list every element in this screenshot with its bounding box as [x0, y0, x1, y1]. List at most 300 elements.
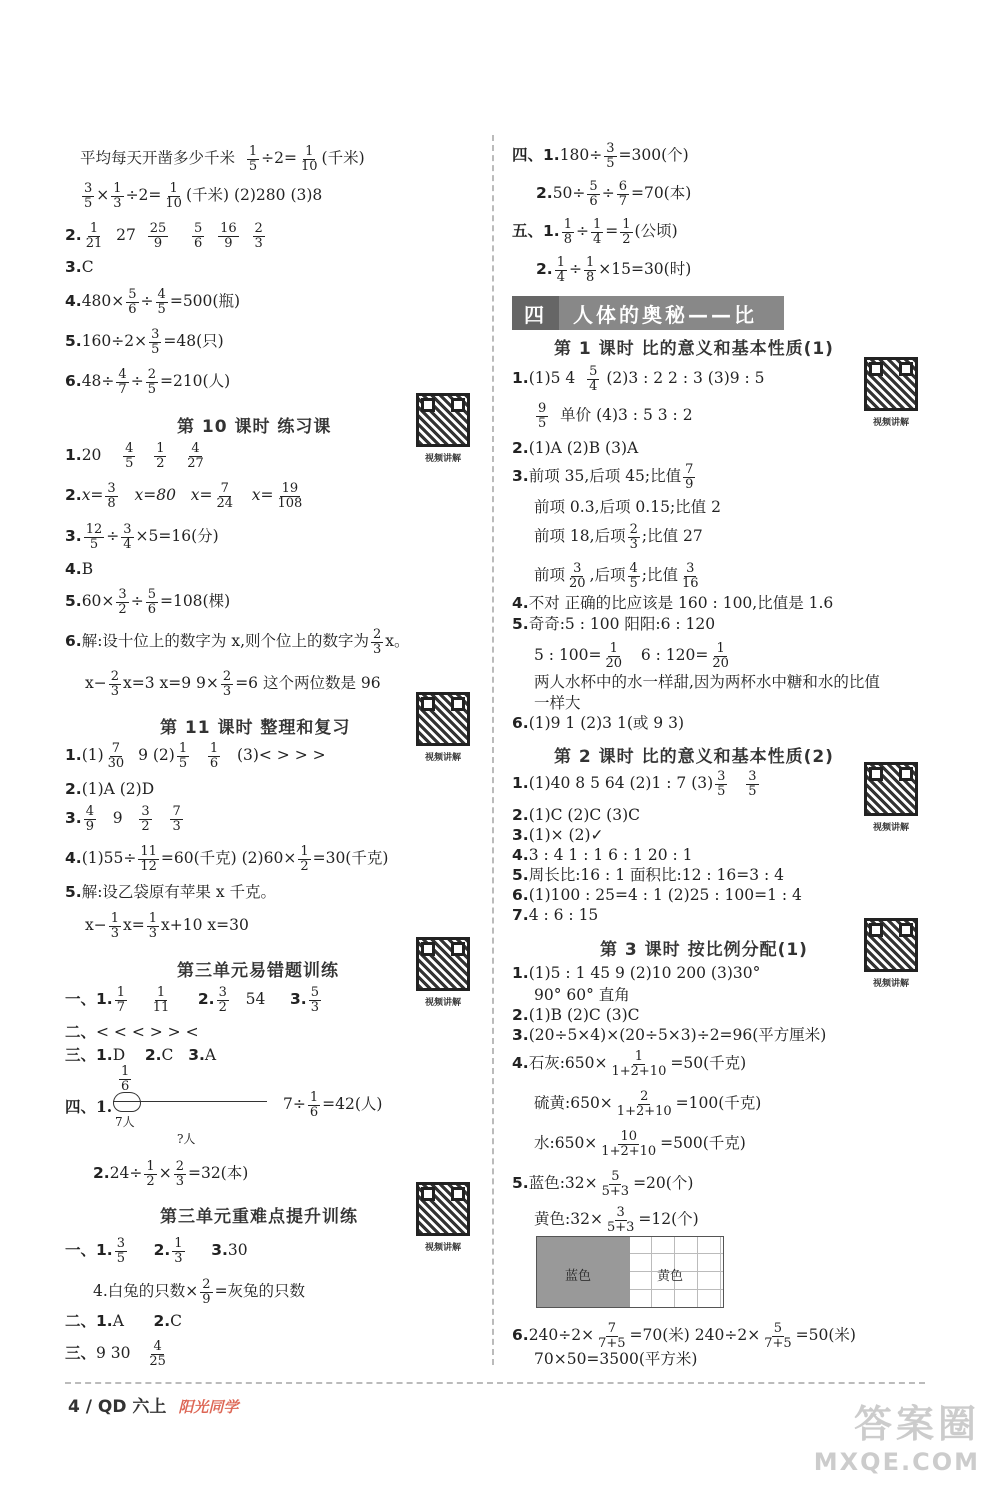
denominator: 8 — [563, 231, 572, 247]
fraction — [148, 222, 169, 250]
answer-line: 5.蓝色:32× $\frac{5}{5+3}$ =20(个) — [512, 1169, 694, 1199]
denominator: 7 — [618, 193, 627, 209]
numerator: 4 — [118, 367, 127, 382]
fraction — [217, 986, 229, 1014]
fraction — [82, 182, 94, 210]
fraction — [628, 523, 640, 551]
numerator: 1 — [716, 641, 725, 656]
numerator: 3 — [141, 804, 150, 819]
answer-line: 4.白兔的只数× $\frac{2}{9}$ =灰兔的只数 — [93, 1277, 306, 1307]
numerator: 10 — [620, 1129, 637, 1144]
numerator: 3 — [606, 141, 615, 156]
fraction — [605, 1206, 636, 1234]
answer-line: 2. $\frac{1}{21}$ 27 $\frac{25}{9}$ $\frac{5}{6}$ $\frac{16}{9}$ $\frac{2}{3}$ — [65, 221, 263, 251]
fraction — [615, 1090, 674, 1118]
answer-line: 1.(1) $\frac{7}{30}$ 9 (2) $\frac{1}{5}$ $\frac{1}{6}$ (3)< > > > — [65, 741, 326, 771]
lesson-heading: 第 3 课时 按比例分配(1) — [600, 940, 808, 960]
qr-label: 视频讲解 — [872, 979, 909, 989]
denominator: 9 — [153, 235, 163, 251]
answer-line: 5 : 100= $\frac{1}{20}$ 6 : 120= $\frac{1}{20}$ — [534, 641, 729, 671]
denominator: 5 — [84, 195, 93, 211]
watermark-url: MXQE.COM — [813, 1448, 980, 1476]
numerator: 1 — [305, 144, 314, 159]
fraction — [221, 670, 233, 698]
denominator: 108 — [277, 495, 303, 511]
numerator: 3 — [84, 181, 93, 196]
qr-label: 视频讲解 — [872, 823, 909, 833]
denominator: 2 — [118, 601, 127, 617]
numerator: 3 — [573, 561, 582, 576]
answer-line: 2.50÷ $\frac{5}{6}$ ÷ $\frac{6}{7}$ =70(本) — [536, 179, 692, 209]
answer-line: 三、9 30 $\frac{4}{25}$ — [65, 1339, 166, 1369]
fraction — [172, 1237, 184, 1265]
denominator: 3 — [110, 683, 120, 699]
fraction — [151, 986, 172, 1014]
answer-line: 4.480× $\frac{5}{6}$ ÷ $\frac{4}{5}$ =500(瓶) — [65, 287, 240, 317]
fraction — [555, 256, 567, 284]
numerator: 4 — [85, 804, 94, 819]
fraction — [115, 986, 127, 1014]
fraction — [208, 742, 220, 770]
fraction — [762, 1322, 793, 1350]
qr-code-icon[interactable] — [416, 692, 470, 746]
fraction — [218, 222, 239, 250]
fraction — [609, 1050, 668, 1078]
denominator: 3 — [310, 999, 319, 1015]
denominator: 25 — [149, 1353, 166, 1369]
fraction — [604, 142, 616, 170]
line-segment-diagram: 四、1. $\frac{1}{6}$ 7人 ?人 7÷ $\frac{1}{6}$ =42(人) — [65, 1064, 383, 1146]
answer-line: 6.48÷ $\frac{4}{7}$ ÷ $\frac{2}{5}$ =210(人) — [65, 367, 231, 397]
answer-line: 7÷ $\frac{1}{6}$ =42(人) — [283, 1090, 383, 1120]
total-label: ?人 — [177, 1132, 196, 1146]
numerator: 3 — [118, 587, 127, 602]
numerator: 2 — [110, 669, 120, 684]
qr-code-icon[interactable] — [864, 357, 918, 411]
answer-line: 水:650× $\frac{10}{1+2+10}$ =500(千克) — [534, 1129, 746, 1159]
denominator: 21 — [85, 235, 103, 251]
answer-line: 90° 60° 直角 — [534, 986, 630, 1004]
numerator: 4 — [125, 441, 134, 456]
numerator: 6 — [618, 179, 627, 194]
answer-line: 二、< < < > > < — [65, 1023, 199, 1041]
fraction — [109, 670, 121, 698]
numerator: 3 — [218, 985, 227, 1000]
separator: / — [85, 1397, 92, 1417]
numerator: 2 — [147, 367, 156, 382]
fraction — [587, 180, 599, 208]
numerator: 9 — [538, 401, 547, 416]
fraction — [174, 1160, 186, 1188]
answer-line: 5.60× $\frac{3}{2}$ ÷ $\frac{5}{6}$ =108(棵) — [65, 587, 231, 617]
fraction — [119, 1065, 131, 1093]
answer-line: 2.x= $\frac{3}{8}$ x=80 x= $\frac{7}{24}$ x= $\frac{19}{108}$ — [65, 481, 303, 511]
unit-title: 人体的奥秘——比 — [573, 302, 757, 327]
answer-line: 6.(1)100 : 25=4 : 1 (2)25 : 100=1 : 4 — [512, 886, 802, 904]
fraction — [116, 588, 128, 616]
qr-label: 视频讲解 — [424, 1243, 461, 1253]
numerator: 4 — [629, 561, 638, 576]
numerator: 1 — [156, 985, 166, 1000]
numerator: 1 — [89, 221, 99, 236]
denominator: 24 — [216, 495, 233, 511]
fraction — [149, 328, 161, 356]
color-grid-diagram — [536, 1236, 724, 1308]
denominator: 9 — [685, 476, 694, 492]
denominator: 3 — [254, 235, 263, 251]
denominator: 5+3 — [606, 1219, 635, 1235]
denominator: 2 — [622, 231, 631, 247]
numerator: 16 — [220, 221, 237, 236]
denominator: 5 — [538, 415, 547, 431]
denominator: 30 — [107, 755, 125, 771]
fraction — [170, 805, 182, 833]
numerator: 2 — [254, 221, 263, 236]
numerator: 1 — [622, 217, 631, 232]
fraction — [276, 482, 305, 510]
answer-line: 黄色:32× $\frac{3}{5+3}$ =12(个) — [534, 1205, 699, 1235]
answer-line: 平均每天开凿多少千米 $\frac{1}{5}$ ÷2= $\frac{1}{10}$ (千米) — [80, 144, 365, 174]
answer-line: 6.240÷2× $\frac{7}{7+5}$ =70(米) 240÷2× $\frac{5}{7+5}$ =50(米) — [512, 1321, 856, 1351]
answer-line: 1.(1)5 : 1 45 9 (2)10 200 (3)30° — [512, 964, 761, 982]
numerator: 4 — [157, 287, 166, 302]
numerator: 11 — [140, 844, 157, 859]
numerator: 19 — [281, 481, 299, 496]
numerator: 2 — [175, 1159, 184, 1174]
denominator: 27 — [187, 455, 204, 471]
qr-label: 视频讲解 — [424, 998, 461, 1008]
denominator: 3 — [113, 195, 122, 211]
denominator: 2 — [141, 818, 150, 834]
answer-line: $\frac{9}{5}$ 单价 (4)3 : 5 3 : 2 — [538, 401, 693, 431]
denominator: 3 — [174, 1250, 183, 1266]
denominator: 5 — [116, 1250, 125, 1266]
numerator: 3 — [717, 769, 726, 784]
denominator: 3 — [629, 536, 638, 552]
answer-line: 70×50=3500(平方米) — [534, 1350, 698, 1368]
denominator: 6 — [209, 755, 219, 771]
fraction — [116, 368, 128, 396]
answer-line: x− $\frac{2}{3}$ x=3 x=9 9× $\frac{2}{3}$ =6 这个两位数是 96 — [85, 669, 381, 699]
blue-label: 蓝色 — [565, 1269, 592, 1284]
answer-line: 一、1. $\frac{3}{5}$ 2. $\frac{1}{3}$ 3.30 — [65, 1236, 248, 1266]
answer-line: 前项 18,后项 $\frac{2}{3}$ ;比值 27 — [534, 522, 703, 552]
denominator: 3 — [172, 818, 181, 834]
denominator: 5 — [147, 381, 156, 397]
numerator: 1 — [563, 217, 572, 232]
fraction — [587, 365, 599, 393]
numerator: 4 — [191, 441, 200, 456]
fraction — [146, 368, 158, 396]
denominator: 4 — [589, 378, 598, 394]
brand-logo: 阳光同学 — [178, 1398, 239, 1416]
fraction — [308, 1091, 320, 1119]
denominator: 9 — [224, 235, 233, 251]
numerator: 5 — [611, 1169, 620, 1184]
denominator: 1+2+10 — [601, 1143, 657, 1159]
numerator: 3 — [151, 327, 160, 342]
denominator: 6 — [193, 235, 203, 251]
numerator: 12 — [85, 522, 103, 537]
denominator: 5 — [748, 783, 757, 799]
lesson-heading: 第 1 课时 比的意义和基本性质(1) — [554, 339, 834, 359]
answer-line: $\frac{3}{5}$ × $\frac{1}{3}$ ÷2= $\frac{1}{10}$ (千米) (2)280 (3)8 — [84, 181, 323, 211]
fraction — [177, 742, 189, 770]
denominator: 1+2+10 — [611, 1063, 667, 1079]
part-brace — [113, 1092, 141, 1103]
denominator: 8 — [107, 495, 116, 511]
answer-line: 3.前项 35,后项 45;比值 $\frac{7}{9}$ — [512, 462, 694, 492]
answer-line: 6.解:设十位上的数字为 x,则个位上的数字为 $\frac{2}{3}$ x。 — [65, 627, 410, 657]
fraction — [115, 1237, 127, 1265]
answer-line: 硫黄:650× $\frac{2}{1+2+10}$ =100(千克) — [534, 1089, 762, 1119]
fraction — [111, 182, 123, 210]
numerator: 1 — [148, 911, 158, 926]
book-code: QD 六上 — [97, 1397, 167, 1417]
fraction — [192, 222, 204, 250]
qr-code-icon[interactable] — [864, 918, 918, 972]
fraction — [144, 1160, 156, 1188]
numerator: 7 — [685, 462, 694, 477]
fraction — [600, 1170, 631, 1198]
numerator: 7 — [172, 804, 181, 819]
fraction — [185, 442, 206, 470]
answer-line: 2.(1)B (2)C (3)C — [512, 1006, 640, 1024]
qr-code-icon[interactable] — [864, 762, 918, 816]
denominator: 7+5 — [598, 1335, 626, 1351]
fraction — [163, 182, 184, 210]
answer-line: 3.(20÷5×4)×(20÷5×3)÷2=96(平方厘米) — [512, 1026, 827, 1044]
numerator: 1 — [309, 1090, 319, 1105]
numerator: 5 — [310, 985, 319, 1000]
fraction — [109, 912, 121, 940]
fraction — [562, 218, 574, 246]
numerator: 1 — [634, 1049, 644, 1064]
answer-line: 7.4 : 6 : 15 — [512, 906, 599, 924]
denominator: 4 — [592, 231, 602, 247]
numerator: 2 — [202, 1277, 211, 1292]
fraction — [596, 1322, 627, 1350]
column-divider — [492, 135, 494, 1365]
fraction — [147, 912, 159, 940]
fraction — [591, 218, 603, 246]
denominator: 5 — [125, 455, 134, 471]
denominator: 6 — [589, 193, 598, 209]
fraction — [146, 588, 158, 616]
answer-line: 2.(1)A (2)B (3)A — [512, 439, 639, 457]
answer-line: 5.奇奇:5 : 100 阳阳:6 : 120 — [512, 615, 716, 633]
fraction — [298, 845, 310, 873]
numerator: 1 — [585, 255, 595, 270]
numerator: 25 — [149, 221, 167, 236]
answer-line: 5.160÷2× $\frac{3}{5}$ =48(只) — [65, 327, 224, 357]
fraction — [138, 845, 159, 873]
segment-label: 7人 — [115, 1115, 135, 1129]
denominator: 4 — [123, 536, 132, 552]
numerator: 1 — [113, 181, 122, 196]
denominator: 5 — [606, 155, 615, 171]
answer-line: 4.3 : 4 1 : 1 6 : 1 20 : 1 — [512, 846, 693, 864]
lesson-heading: 第 2 课时 比的意义和基本性质(2) — [554, 747, 834, 767]
qr-label: 视频讲解 — [424, 454, 461, 464]
denominator: 2 — [218, 999, 227, 1015]
numerator: 1 — [609, 641, 618, 656]
numerator: 5 — [589, 364, 598, 379]
answer-line: 2.(1)C (2)C (3)C — [512, 806, 640, 824]
numerator: 5 — [128, 287, 137, 302]
qr-label: 视频讲解 — [424, 753, 461, 763]
numerator: 1 — [174, 1236, 183, 1251]
fraction — [147, 1340, 168, 1368]
denominator: 5 — [178, 755, 188, 771]
answer-line: 1.(1)5 4 $\frac{5}{4}$ (2)3 : 2 2 : 3 (3)9 : 5 — [512, 364, 765, 394]
denominator: 6 — [121, 1078, 130, 1094]
watermark-title: 答案圈 — [853, 1402, 980, 1446]
yellow-label: 黄色 — [657, 1269, 684, 1284]
section-heading: 第三单元重难点提升训练 — [160, 1207, 358, 1227]
denominator: 2 — [156, 455, 165, 471]
denominator: 16 — [682, 575, 699, 591]
qr-label: 视频讲解 — [872, 418, 909, 428]
answer-line: 2. $\frac{1}{4}$ ÷ $\frac{1}{8}$ ×15=30(时) — [536, 255, 692, 285]
watermark — [814, 1393, 980, 1476]
numerator: 1 — [110, 911, 120, 926]
part-brace-bottom — [113, 1103, 141, 1112]
denominator: 5 — [629, 575, 638, 591]
answer-line: 3.C — [65, 258, 94, 276]
answer-line: 3. $\frac{12}{5}$ ÷ $\frac{3}{4}$ ×5=16(分) — [65, 522, 219, 552]
denominator: 6 — [128, 301, 137, 317]
denominator: 11 — [152, 999, 170, 1015]
numerator: 2 — [222, 669, 232, 684]
denominator: 20 — [569, 575, 586, 591]
numerator: 1 — [121, 1064, 130, 1079]
numerator: 2 — [640, 1089, 649, 1104]
answer-line: 6.(1)9 1 (2)3 1(或 9 3) — [512, 714, 684, 732]
answer-line: 二、1.A 2.C — [65, 1312, 183, 1330]
denominator: 2 — [300, 858, 309, 874]
fraction — [214, 482, 235, 510]
numerator: 5 — [193, 221, 203, 236]
numerator: 1 — [156, 441, 165, 456]
numerator: 1 — [556, 255, 565, 270]
denominator: 5 — [89, 536, 99, 552]
answer-line: 两人水杯中的水一样甜,因为两杯水中糖和水的比值 — [534, 673, 880, 691]
fraction — [715, 770, 727, 798]
numerator: 1 — [209, 741, 219, 756]
denominator: 20 — [712, 655, 729, 671]
answer-line: 五、1. $\frac{1}{8}$ ÷ $\frac{1}{4}$ = $\frac{1}{2}$ (公顷) — [512, 217, 678, 247]
answer-line: 1.20 $\frac{4}{5}$ $\frac{1}{2}$ $\frac{4}{27}$ — [65, 441, 204, 471]
answer-line: 1.(1)40 8 5 64 (2)1 : 7 (3) $\frac{3}{5}$ $\frac{3}{5}$ — [512, 769, 757, 799]
answer-line: 前项 0.3,后项 0.15;比值 2 — [534, 498, 721, 516]
page-number: 4 — [68, 1397, 80, 1417]
unit-number: 四 — [512, 296, 559, 330]
denominator: 5 — [717, 783, 726, 799]
answer-line: 三、1.D 2.C 3.A — [65, 1046, 217, 1064]
fraction — [584, 256, 596, 284]
numerator: 1 — [146, 1159, 155, 1174]
numerator: 7 — [607, 1321, 616, 1336]
numerator: 1 — [178, 741, 188, 756]
numerator: 3 — [686, 561, 695, 576]
fraction — [680, 562, 701, 590]
fraction — [156, 288, 168, 316]
denominator: 12 — [140, 858, 157, 874]
fraction — [126, 288, 138, 316]
denominator: 4 — [556, 269, 565, 285]
numerator: 3 — [107, 481, 116, 496]
denominator: 7+5 — [764, 1335, 792, 1351]
lesson-heading: 第 11 课时 整理和复习 — [160, 718, 351, 738]
denominator: 5 — [157, 301, 166, 317]
fraction — [84, 805, 96, 833]
answer-line: 3. $\frac{4}{9}$ 9 $\frac{3}{2}$ $\frac{7}{3}$ — [65, 804, 181, 834]
numerator: 1 — [592, 217, 602, 232]
numerator: 1 — [248, 144, 258, 159]
answer-line: 4.不对 正确的比应该是 160 : 100,比值是 1.6 — [512, 594, 834, 612]
numerator: 5 — [773, 1321, 783, 1336]
denominator: 5+3 — [601, 1183, 630, 1199]
denominator: 6 — [147, 601, 156, 617]
qr-code-icon[interactable] — [416, 1182, 470, 1236]
denominator: 7 — [116, 999, 125, 1015]
fraction — [247, 145, 259, 173]
page-footer — [68, 1392, 238, 1417]
numerator: 3 — [123, 522, 132, 537]
answer-line: 2.(1)A (2)D — [65, 780, 155, 798]
numerator: 4 — [153, 1339, 162, 1354]
fraction — [628, 562, 640, 590]
denominator: 5 — [248, 158, 258, 174]
denominator: 5 — [151, 341, 160, 357]
fraction — [536, 402, 548, 430]
answer-line: 5.解:设乙袋原有苹果 x 千克。 — [65, 883, 277, 901]
fraction — [599, 1130, 658, 1158]
denominator: 3 — [110, 925, 120, 941]
fraction — [604, 642, 625, 670]
fraction — [105, 482, 117, 510]
fraction — [620, 218, 632, 246]
fraction — [617, 180, 629, 208]
fraction — [299, 145, 320, 173]
numerator: 3 — [616, 1205, 625, 1220]
numerator: 2 — [373, 627, 382, 642]
answer-line: 4.(1)55÷ $\frac{11}{12}$ =60(千克) (2)60× $\frac{1}{2}$ =30(千克) — [65, 844, 389, 874]
numerator: 2 — [629, 522, 638, 537]
fraction — [139, 805, 151, 833]
denominator: 6 — [309, 1104, 319, 1120]
numerator: 7 — [111, 741, 121, 756]
fraction — [84, 523, 105, 551]
qr-code-icon[interactable] — [416, 937, 470, 991]
denominator: 10 — [301, 158, 318, 174]
fraction — [84, 222, 105, 250]
fraction — [746, 770, 758, 798]
denominator: 3 — [175, 1173, 184, 1189]
fraction — [154, 442, 166, 470]
denominator: 9 — [85, 818, 94, 834]
denominator: 7 — [118, 381, 127, 397]
qr-code-icon[interactable] — [416, 393, 470, 447]
numerator: 5 — [147, 587, 156, 602]
denominator: 1+2+10 — [616, 1103, 672, 1119]
answer-line: 前项 $\frac{3}{20}$ ,后项 $\frac{4}{5}$ ;比值 $\frac{3}{16}$ — [534, 561, 699, 591]
answer-line: 4.石灰:650× $\frac{1}{1+2+10}$ =50(千克) — [512, 1049, 747, 1079]
unit-title-band — [512, 296, 784, 330]
numerator: 1 — [116, 985, 125, 1000]
answer-line: 5.周长比:16 : 1 面积比:12 : 16=3 : 4 — [512, 866, 785, 884]
